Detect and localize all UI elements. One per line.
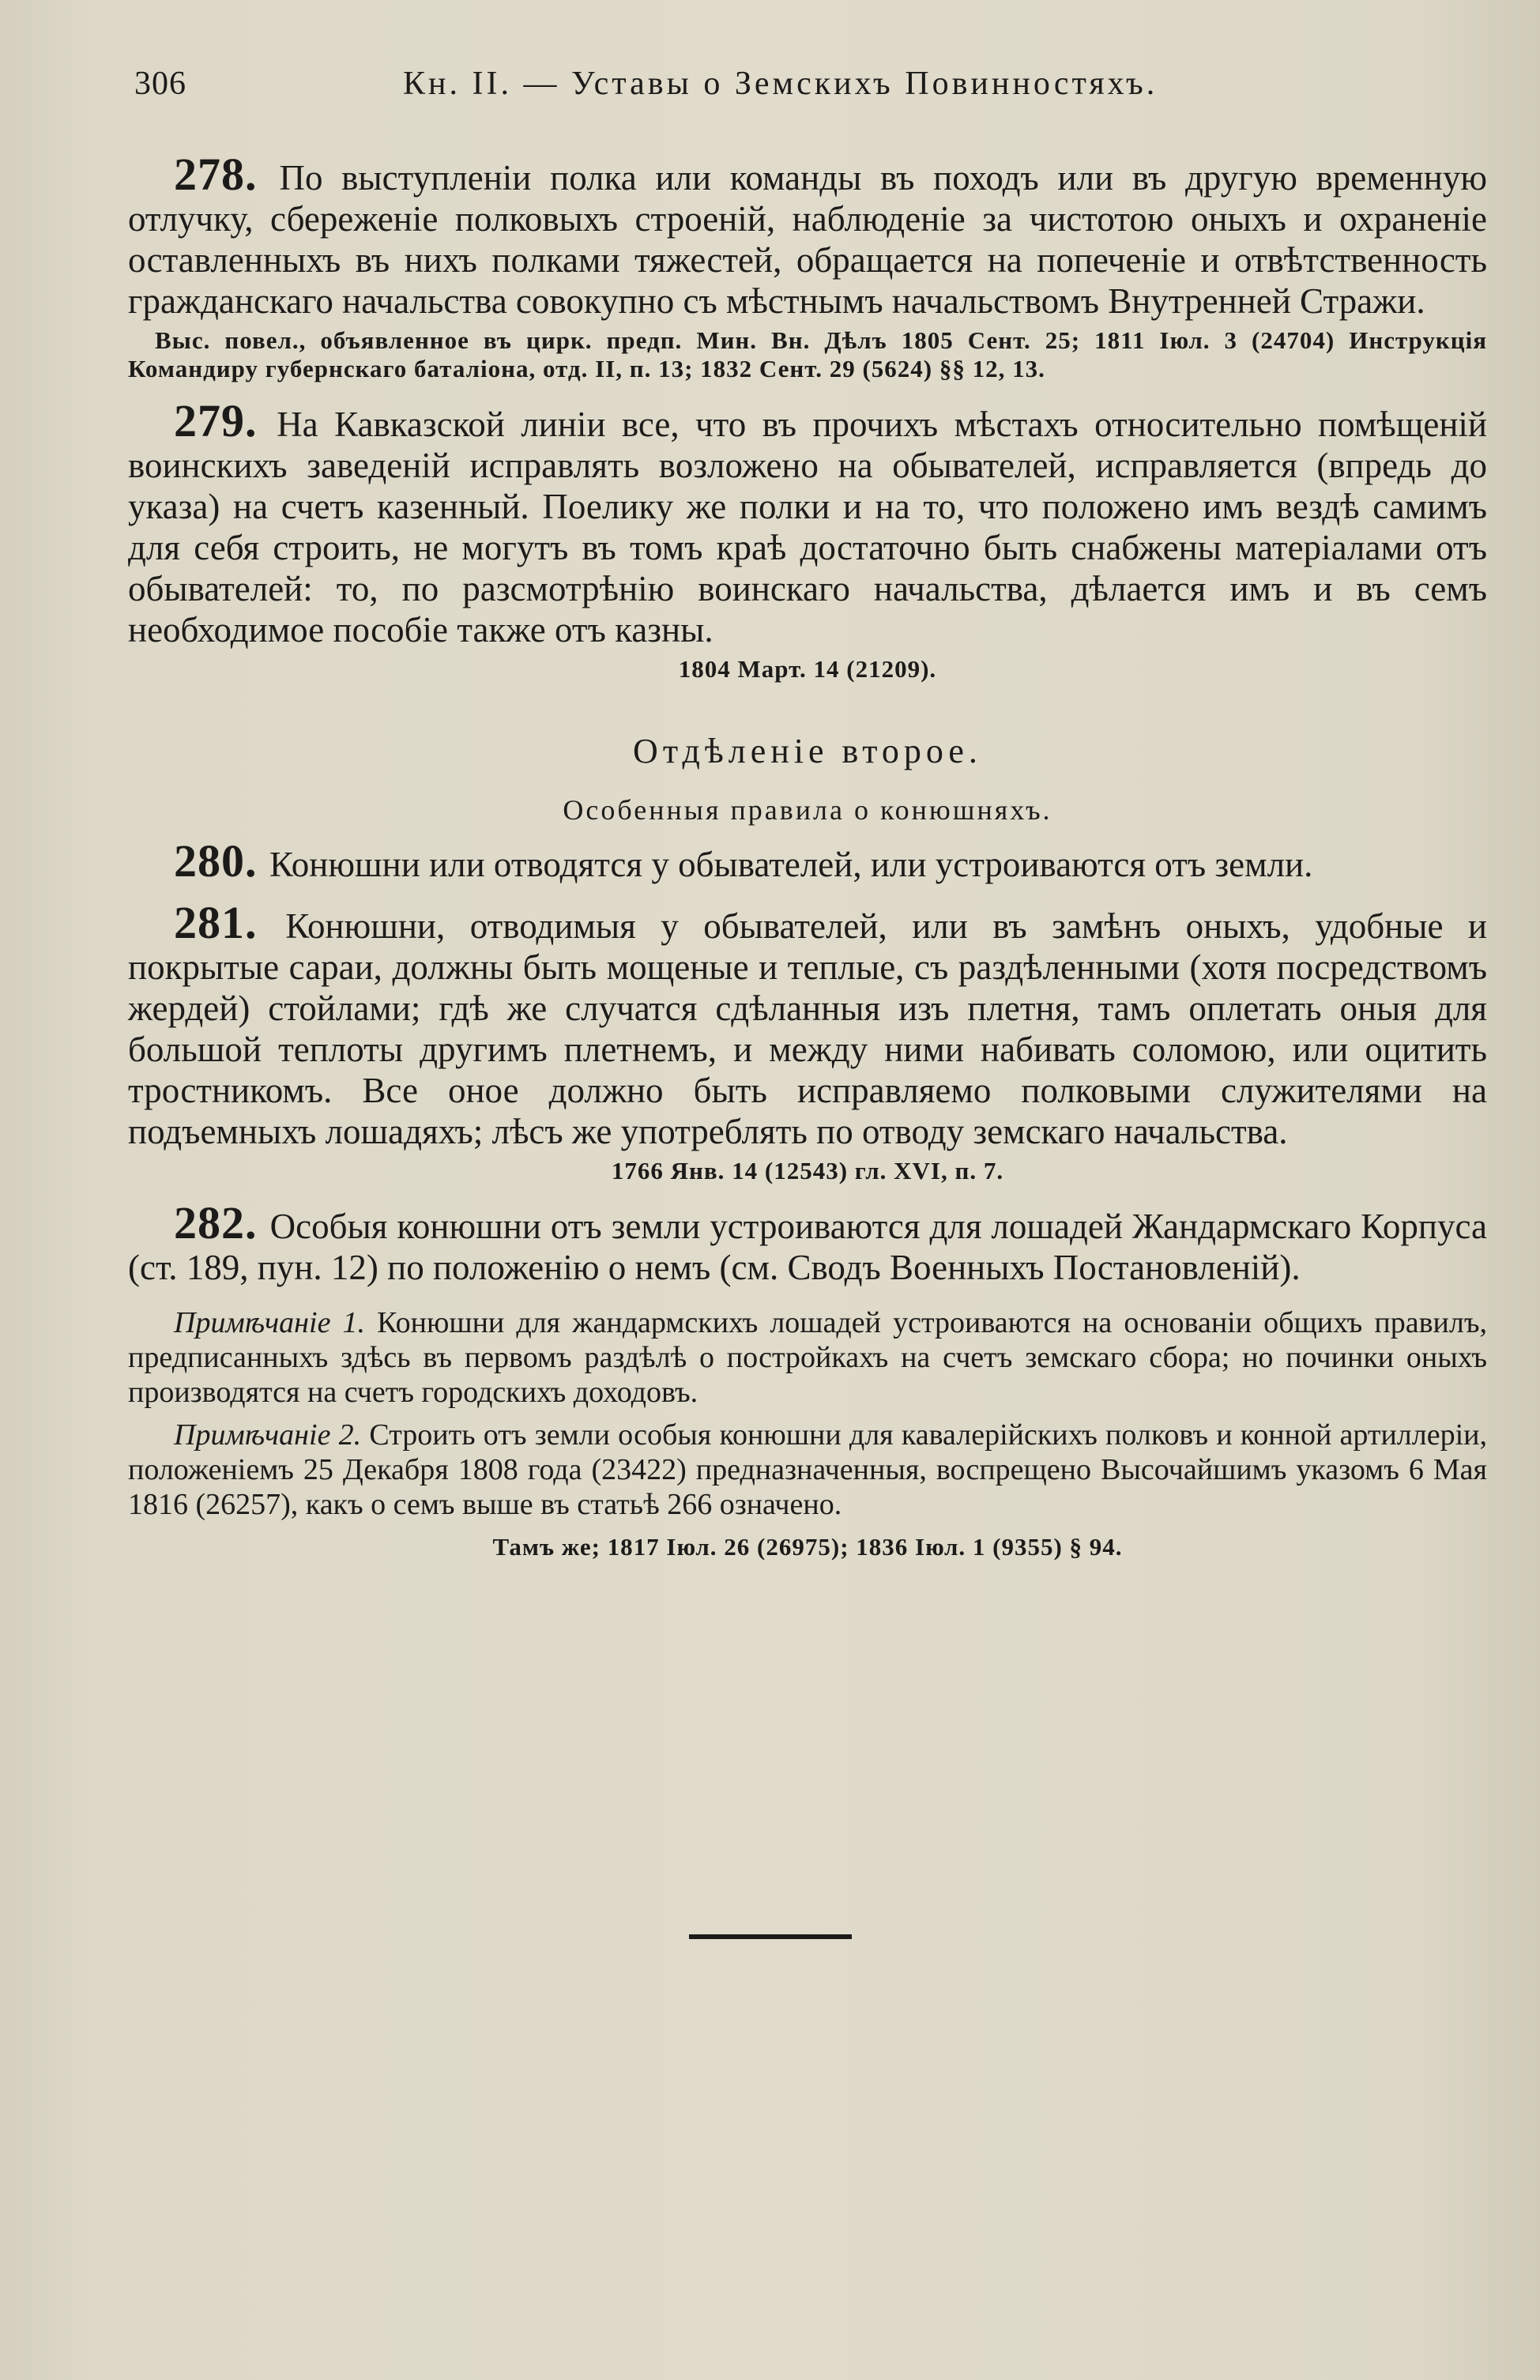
note-label: Примѣчаніе 2. (174, 1418, 362, 1452)
article-text: По выступленіи полка или команды въ походъ или въ другую временную отлучку, сбереженіе полковыхъ строеній, наблюденіе за чистотою оныхъ и охраненіе оставленныхъ въ нихъ полками тяжестей, обращается на попеченіе и отвѣтственность гражданскаго начальства совокупно съ мѣстнымъ начальствомъ Внутренней Стражи. (128, 158, 1487, 321)
note-label: Примѣчаніе 1. (174, 1306, 366, 1339)
article-reference: Выс. повел., объявленное въ цирк. предп. Мин. Вн. Дѣлъ 1805 Сент. 25; 1811 Іюл. 3 (24704) Инструкція Командиру губернскаго баталіона, отд. II, п. 13; 1832 Сент. 29 (5624) §§ 12, 13. (128, 326, 1487, 382)
running-title: Кн. II. — Уставы о Земскихъ Повинностяхъ. (403, 66, 1158, 102)
article-number: 281 . (174, 897, 285, 948)
article-number: 279 . (174, 395, 277, 446)
article-number: 278 . (174, 149, 279, 200)
article-number: 282 . (174, 1197, 270, 1248)
article-number: 280 . (174, 835, 269, 887)
subsection-title: Особенныя правила о конюшняхъ. (563, 794, 1052, 826)
page-number: 306 (134, 66, 186, 102)
final-reference: Тамъ же; 1817 Іюл. 26 (26975); 1836 Іюл. 1 (9355) § 94. (492, 1533, 1123, 1561)
page-header (134, 65, 1478, 112)
article-text: Конюшни или отводятся у обывателей, или устроиваются отъ земли. (269, 845, 1313, 884)
article-280 (128, 835, 1487, 887)
note-2 (128, 1418, 1487, 1522)
article-282 (128, 1197, 1487, 1288)
page-content (128, 149, 1488, 1561)
article-278 (128, 149, 1487, 322)
note-1 (128, 1305, 1487, 1410)
article-text: Конюшни, отводимыя у обывателей, или въ замѣнъ оныхъ, удобные и покрытые сараи, должны быть мощеные и теплые, съ раздѣленными (хотя посредствомъ жердей) стойлами; гдѣ же случатся сдѣланныя изъ плетня, тамъ оплетать оныя для большой теплоты другимъ плетнемъ, и между ними набивать соломою, или оцитить тростникомъ. Все оное должно быть исправляемо полковыми служителями на подъемныхъ лошадяхъ; лѣсъ же употреблять по отводу земскаго начальства. (128, 906, 1487, 1151)
note-text: Конюшни для жандармскихъ лошадей устроиваются на основаніи общихъ правилъ, предписанныхъ здѣсь въ первомъ раздѣлѣ о постройкахъ на счетъ земскаго сбора; но починки оныхъ производятся на счетъ городскихъ доходовъ. (128, 1306, 1487, 1409)
article-text: Особыя конюшни отъ земли устроиваются для лошадей Жандармскаго Корпуса (ст. 189, пун. 12) по положенію о немъ (см. Сводъ Военныхъ Постановленій). (128, 1207, 1487, 1287)
note-text: Строить отъ земли особыя конюшни для кавалерійскихъ полковъ и конной артиллеріи, положеніемъ 25 Декабря 1808 года (23422) предназначенныя, воспрещено Высочайшимъ указомъ 6 Мая 1816 (26257), какъ о семъ выше въ статьѣ 266 означено. (128, 1418, 1487, 1521)
article-reference: 1766 Янв. 14 (12543) гл. XVI, п. 7. (611, 1157, 1004, 1184)
article-281 (128, 897, 1487, 1152)
article-text: На Кавказской линіи все, что въ прочихъ мѣстахъ относительно помѣщеній воинскихъ заведеній исправлять возложено на обывателей, исправляется (впредь до указа) на счетъ казенный. Поелику же полки и на то, что положено имъ вездѣ самимъ для себя строить, не могутъ въ томъ краѣ достаточно быть снабжены матеріалами отъ обывателей: то, по разсмотрѣнію воинскаго начальства, дѣлается имъ и въ семъ необходимое пособіе также отъ казны. (128, 405, 1488, 650)
end-rule (689, 1934, 852, 1939)
article-279 (128, 395, 1488, 650)
section-title: Отдѣленіе второе. (633, 732, 982, 770)
article-reference: 1804 Март. 14 (21209). (678, 655, 937, 683)
